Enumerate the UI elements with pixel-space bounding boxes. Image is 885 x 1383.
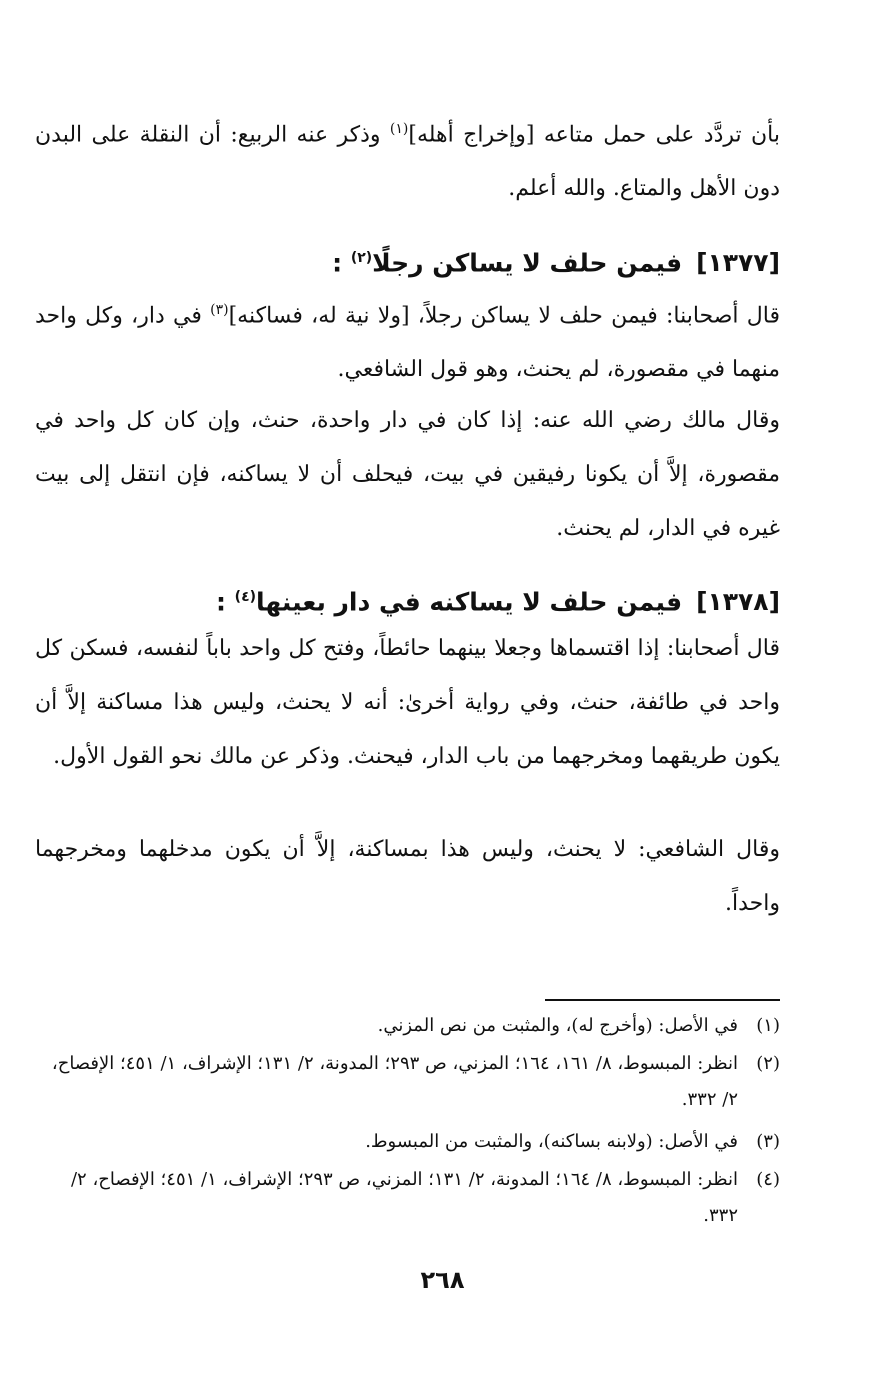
section-title-1377: فيمن حلف لا يساكن رجلًا: [372, 248, 683, 278]
section-1378-para-2: وقال الشافعي: لا يحنث، وليس هذا بمساكنة، إلاَّ أن يكون مدخلهما ومخرجهما واحداً.: [35, 837, 780, 916]
footnote-text: في الأصل: (ولابنه بساكنه)، والمثبت من المبسوط.: [365, 1131, 738, 1152]
footnote-text: في الأصل: (وأخرج له)، والمثبت من نص المزني.: [377, 1015, 738, 1036]
heading-colon: :: [332, 248, 343, 278]
page-number: ٢٦٨: [420, 1266, 465, 1294]
footnote-3: [35, 1124, 780, 1160]
footnote-ref-1[interactable]: (١): [389, 121, 409, 137]
footnote-divider: [545, 999, 780, 1001]
footnote-text: انظر: المبسوط، ٨/ ١٦١، ١٦٤؛ المزني، ص ٢٩٣؛ المدونة، ٢/ ١٣١؛ الإشراف، ١/ ٤٥١؛ الإفصاح، ٢/ ٣٣٢.: [51, 1053, 738, 1110]
footnote-2: [35, 1046, 780, 1118]
footnote-ref-4[interactable]: (٤): [234, 589, 257, 605]
section-1378-para-1: قال أصحابنا: إذا اقتسماها وجعلا بينهما حائطاً، وفتح كل واحد باباً لنفسه، فسكن كل واحد في طائفة، حنث، وفي رواية أخرىٰ: أنه لا يحنث، وليس هذا مساكنة إلاَّ أن يكون طريقهما ومخرجهما من باب الدار، فيحنث. وذكر عن مالك نحو القول الأول.: [35, 636, 780, 769]
footnote-number: (٤): [756, 1169, 780, 1190]
para-text-cont: في دار، وكل واحد منهما في مقصورة، لم يحنث، وهو قول الشافعي.: [35, 303, 780, 383]
intro-text-cont: وذكر عنه الربيع: أن النقلة على البدن دون الأهل والمتاع. والله أعلم.: [35, 122, 780, 202]
section-1377-para-1: [35, 283, 780, 397]
footnote-number: (٣): [756, 1131, 780, 1152]
section-heading-1377: [35, 238, 780, 283]
footnote-1: [35, 1008, 780, 1044]
intro-paragraph: [35, 102, 780, 216]
intro-text: بأن تردَّد على حمل متاعه [وإخراج أهله]: [408, 122, 780, 148]
heading-colon: :: [215, 587, 226, 617]
section-number-1377: [١٣٧٧]: [696, 248, 780, 278]
section-heading-1378: [35, 577, 780, 622]
section-title-1378: فيمن حلف لا يساكنه في دار بعينها: [256, 587, 683, 617]
footnote-ref-3[interactable]: (٣): [210, 302, 229, 318]
footnote-ref-2[interactable]: (٢): [350, 250, 373, 266]
section-1377-para-2: وقال مالك رضي الله عنه: إذا كان في دار واحدة، حنث، وإن كان كل واحد في مقصورة، إلاَّ أن يكونا رفيقين في بيت، فيحلف أن لا يساكنه، فإن انتقل إلى بيت غيره في الدار، لم يحنث.: [35, 408, 780, 541]
footnote-number: (١): [756, 1015, 780, 1036]
section-number-1378: [١٣٧٨]: [696, 587, 780, 617]
footnote-text: انظر: المبسوط، ٨/ ١٦٤؛ المدونة، ٢/ ١٣١؛ المزني، ص ٢٩٣؛ الإشراف، ١/ ٤٥١؛ الإفصاح، ٢/ ٣٣٢.: [70, 1169, 738, 1226]
para-text: قال أصحابنا: فيمن حلف لا يساكن رجلاً، [ولا نية له، فساكنه]: [228, 303, 780, 329]
footnote-number: (٢): [756, 1053, 780, 1074]
footnote-4: [35, 1162, 780, 1234]
